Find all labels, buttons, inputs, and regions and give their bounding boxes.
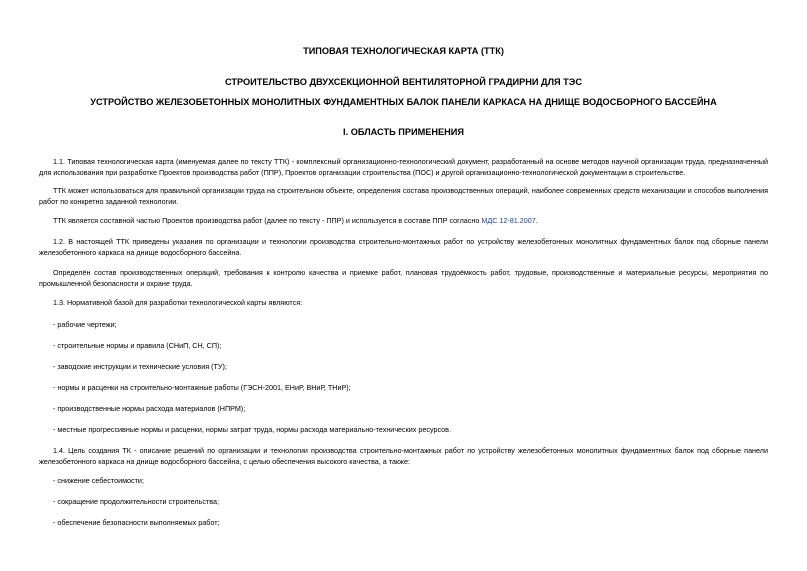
paragraph-1-3: 1.3. Нормативной базой для разработки технологической карты являются: bbox=[53, 298, 303, 307]
paragraph-ppr bbox=[39, 216, 768, 227]
list-item-norm: - рабочие чертежи; bbox=[53, 320, 117, 329]
section-title: I. ОБЛАСТЬ ПРИМЕНЕНИЯ bbox=[343, 127, 464, 137]
paragraph-ttk-usage: ТТК может использоваться для правильной организации труда на строительном объекте, определения состава производственных операций, наиболее современных средств механизации и способов выполнения работ по конкретно заданной технологии. bbox=[39, 186, 768, 206]
mds-link[interactable]: МДС 12-81.2007 bbox=[481, 216, 536, 225]
list-item-norm: - строительные нормы и правила (СНиП, СН, СП); bbox=[53, 341, 222, 350]
paragraph-1-4: 1.4. Цель создания ТК - описание решений по организации и технологии производства строительно-монтажных работ по устройству железобетонных монолитных фундаментных балок под сборные панели железобетонного каркаса на днище водосборного бассейна, с целью обеспечения высокого качества, а также: bbox=[39, 446, 768, 466]
paragraph-ppr-text: ТТК является составной частью Проектов производства работ (далее по тексту - ППР) и используется в составе ППР согласно bbox=[53, 216, 482, 225]
list-item-norm: - местные прогрессивные нормы и расценки, нормы затрат труда, нормы расхода материально-технических ресурсов. bbox=[53, 425, 451, 434]
list-item-norm: - заводские инструкции и технические условия (ТУ); bbox=[53, 362, 227, 371]
paragraph-composition: Определён состав производственных операций, требования к контролю качества и приемке работ, плановая трудоёмкость работ, трудовые, производственные и материальные ресурсы, мероприятия по промышленной безопасности и охране труда. bbox=[39, 268, 768, 288]
paragraph-ppr-end: . bbox=[535, 216, 538, 225]
document-subtitle-object: СТРОИТЕЛЬСТВО ДВУХСЕКЦИОННОЙ ВЕНТИЛЯТОРНОЙ ГРАДИРНИ ДЛЯ ТЭС bbox=[225, 77, 582, 87]
list-item-norm: - нормы и расценки на строительно-монтажные работы (ГЭСН-2001, ЕНиР, ВНиР, ТНиР); bbox=[53, 383, 351, 392]
list-item-norm: - производственные нормы расхода материалов (НПРМ); bbox=[53, 404, 246, 413]
list-item-goal: - снижение себестоимости; bbox=[53, 476, 144, 485]
paragraph-1-2: 1.2. В настоящей ТТК приведены указания по организации и технологии производства строительно-монтажных работ по устройству железобетонных монолитных фундаментных балок под сборные панели железобетонного каркаса на днище водосборного бассейна. bbox=[39, 237, 768, 257]
paragraph-1-1: 1.1. Типовая технологическая карта (именуемая далее по тексту ТТК) - комплексный организационно-технологический документ, разработанный на основе методов научной организации труда, предназначенный для использования при разработке Проектов производства работ (ППР), Проектов организации строительства (ПОС) и другой организационно-технологической документации в строительстве. bbox=[39, 157, 768, 177]
document-subtitle-work: УСТРОЙСТВО ЖЕЛЕЗОБЕТОННЫХ МОНОЛИТНЫХ ФУНДАМЕНТНЫХ БАЛОК ПАНЕЛИ КАРКАСА НА ДНИЩЕ ВОДОСБОРНОГО БАССЕЙНА bbox=[90, 97, 717, 107]
document-title: ТИПОВАЯ ТЕХНОЛОГИЧЕСКАЯ КАРТА (ТТК) bbox=[303, 46, 504, 56]
list-item-goal: - обеспечение безопасности выполняемых работ; bbox=[53, 518, 220, 527]
list-item-goal: - сокращение продолжительности строительства; bbox=[53, 497, 219, 506]
